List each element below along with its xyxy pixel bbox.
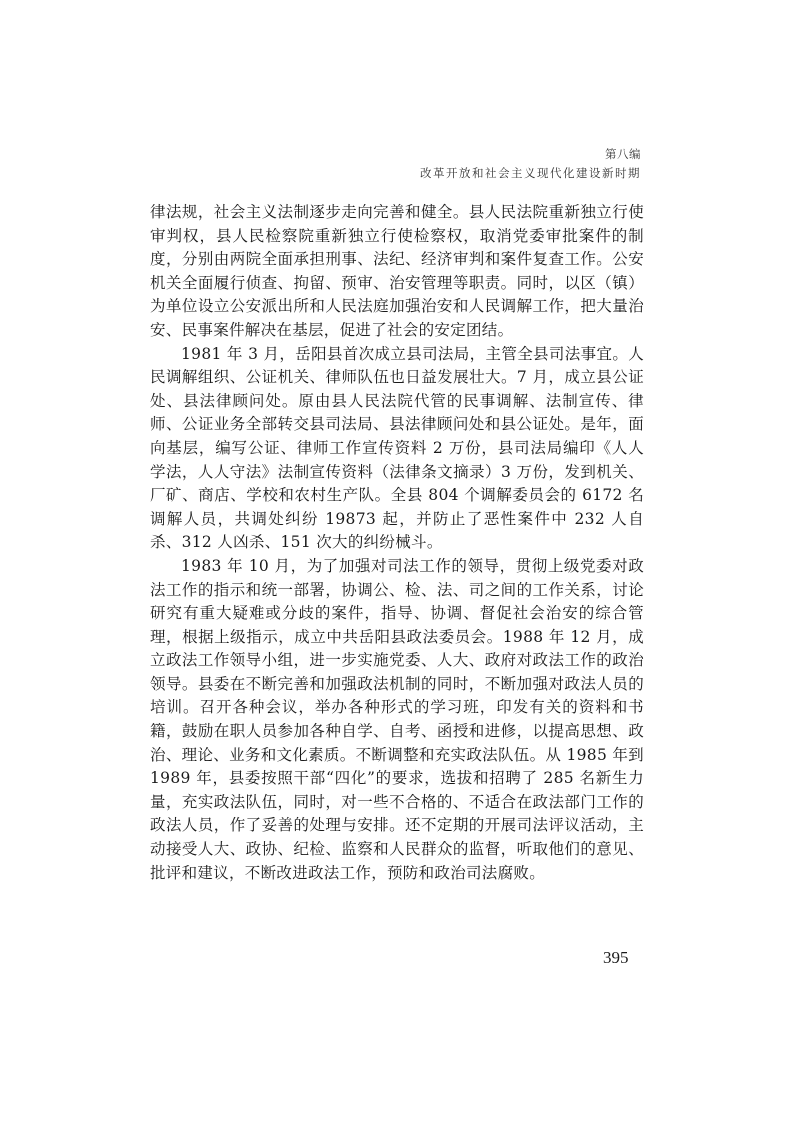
paragraph-1983-political-legal-committee: 1983 年 10 月，为了加强对司法工作的领导，贯彻上级党委对政法工作的指示和统一部署，协调公、检、法、司之间的工作关系，讨论研究有重大疑难或分歧的案件，指导、协调、督促社会治安的综合管理，根据上级指示，成立中共岳阳县政法委员会。1988 年 12 月，成立政法工作领导小组，进一步实施党委、人大、政府对政法工作的政治领导。县委在不断完善和加强政法机制的同时，不断加强对政法人员的培训。召开各种会议，举办各种形式的学习班，印发有关的资料和书籍，鼓励在职人员参加各种自学、自考、函授和进修，以提高思想、政治、理论、业务和文化素质。不断调整和充实政法队伍。从 1985 年到 1989 年，县委按照干部“四化”的要求，选拔和招聘了 285 名新生力量，充实政法队伍，同时，对一些不合格的、不适合在政法部门工作的政法人员，作了妥善的处理与安排。还不定期的开展司法评议活动，主动接受人大、政协、纪检、监察和人民群众的监督，听取他们的意见、批评和建议，不断改进政法工作，预防和政治司法腐败。 [150,556,644,882]
paragraph-1981-justice-bureau: 1981 年 3 月，岳阳县首次成立县司法局，主管全县司法事宜。人民调解组织、公证机关、律师队伍也日益发展壮大。7 月，成立县公证处、县法律顾问处。原由县人民法院代管的民事调解、法制宣传、律师、公证业务全部转交县司法局、县法律顾问处和县公证处。是年，面向基层，编写公证、律师工作宣传资料 2 万份，县司法局编印《人人学法，人人守法》法制宣传资料（法律条文摘录）3 万份，发到机关、厂矿、商店、学校和农村生产队。全县 804 个调解委员会的 6172 名调解人员，共调处纠纷 19873 起，并防止了恶性案件中 232 人自杀、312 人凶杀、151 次大的纠纷械斗。 [150,344,644,552]
running-header [420,145,641,183]
body-text [150,201,644,885]
paragraph-continued: 律法规，社会主义法制逐步走向完善和健全。县人民法院重新独立行使审判权，县人民检察院重新独立行使检察权，取消党委审批案件的制度，分别由两院全面承担刑事、法纪、经济审判和案件复查工作。公安机关全面履行侦查、拘留、预审、治安管理等职责。同时，以区（镇）为单位设立公安派出所和人民法庭加强治安和人民调解工作，把大量治安、民事案件解决在基层，促进了社会的安定团结。 [150,203,644,339]
page-number: 395 [603,948,629,967]
section-title: 改革开放和社会主义现代化建设新时期 [420,166,641,180]
part-label: 第八编 [605,147,641,161]
